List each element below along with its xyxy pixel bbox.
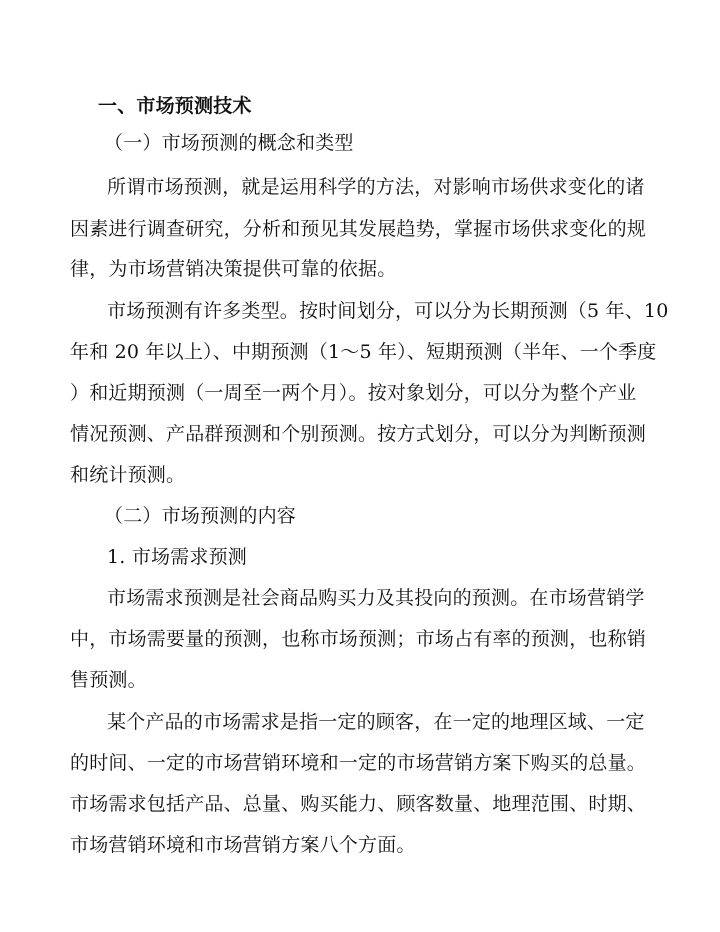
subsection-heading-content: （二）市场预测的内容: [104, 505, 297, 527]
paragraph-line: 所谓市场预测，就是运用科学的方法，对影响市场供求变化的诸: [107, 176, 645, 198]
paragraph-line: 市场需求包括产品、总量、购买能力、顾客数量、地理范围、时期、: [70, 793, 647, 815]
paragraph-line: 中，市场需要量的预测，也称市场预测；市场占有率的预测，也称销: [70, 628, 647, 650]
subsection-heading-concept: （一）市场预测的概念和类型: [104, 132, 354, 154]
paragraph-line: 年和 20 年以上）、中期预测（1～5 年）、短期预测（半年、一个季度: [70, 341, 657, 363]
paragraph-line: 情况预测、产品群预测和个别预测。按方式划分，可以分为判断预测: [70, 423, 647, 445]
paragraph-line: 和统计预测。: [70, 464, 186, 486]
paragraph-line: 市场营销环境和市场营销方案八个方面。: [70, 834, 416, 856]
paragraph-line: 因素进行调查研究，分析和预见其发展趋势，掌握市场供求变化的规: [70, 218, 647, 240]
paragraph-line: 某个产品的市场需求是指一定的顾客，在一定的地理区域、一定: [107, 711, 645, 733]
paragraph-line: ）和近期预测（一周至一两个月）。按对象划分，可以分为整个产业: [70, 382, 637, 404]
item-heading-demand: 1. 市场需求预测: [107, 546, 247, 568]
paragraph-line: 市场需求预测是社会商品购买力及其投向的预测。在市场营销学: [107, 587, 645, 609]
section-heading: 一、市场预测技术: [98, 95, 252, 117]
paragraph-line: 售预测。: [70, 669, 147, 691]
paragraph-line: 的时间、一定的市场营销环境和一定的市场营销方案下购买的总量。: [70, 752, 647, 774]
paragraph-line: 律，为市场营销决策提供可靠的依据。: [70, 258, 397, 280]
paragraph-line: 市场预测有许多类型。按时间划分，可以分为长期预测（5 年、10: [107, 300, 669, 322]
